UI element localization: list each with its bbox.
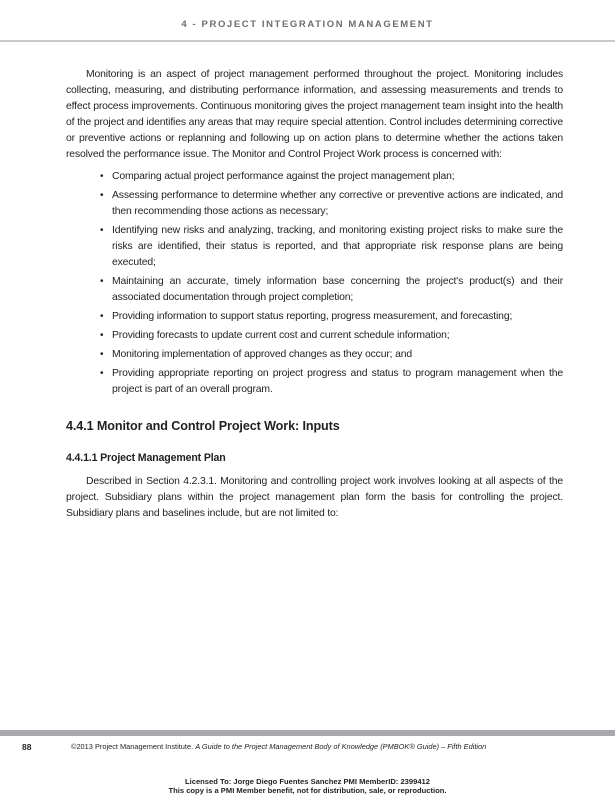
list-item-text: Maintaining an accurate, timely information base concerning the project's product(s) and their associated documentation through project completion;: [112, 276, 563, 303]
bullet-icon: •: [100, 276, 104, 287]
subsection-heading: 4.4.1.1 Project Management Plan: [66, 452, 226, 464]
running-header: [0, 0, 615, 44]
list-item-text: Comparing actual project performance against the project management plan;: [112, 171, 455, 182]
bullet-icon: •: [100, 190, 104, 201]
bullet-icon: •: [100, 368, 104, 379]
license-line: This copy is a PMI Member benefit, not for distribution, sale, or reproduction.: [168, 785, 447, 795]
page-number: 88: [22, 742, 32, 752]
license-line: Licensed To: Jorge Diego Fuentes Sanchez PMI MemberID: 2399412: [184, 777, 431, 786]
header-divider: [0, 40, 615, 42]
list-item: [100, 223, 563, 271]
section-heading: 4.4.1 Monitor and Control Project Work: Inputs: [66, 419, 340, 433]
license-notice: [0, 778, 615, 795]
list-item-text: Monitoring implementation of approved changes as they occur; and: [112, 349, 412, 360]
list-item-text: Identifying new risks and analyzing, tracking, and monitoring existing project risks to make sure the risks are identified, their status is reported, and that appropriate risk response plans are being executed;: [112, 225, 563, 268]
chapter-title: 4 - PROJECT INTEGRATION MANAGEMENT: [181, 19, 434, 30]
process-concerns-list: [66, 169, 563, 398]
list-item: [100, 274, 563, 306]
subsection-paragraph: Described in Section 4.2.3.1. Monitoring and controlling project work involves looking at all aspects of the project. Subsidiary plans within the project management plan form the basis for controlling the project. Subsidiary plans and baselines include, but are not limited to:: [66, 476, 563, 519]
page-body: [66, 67, 563, 522]
list-item: [100, 328, 563, 344]
intro-paragraph: Monitoring is an aspect of project management performed throughout the project. Monitoring includes collecting, measuring, and distributing performance information, and assessing measurements and trends to effect process improvements. Continuous monitoring gives the project management team insight into the health of the project and identifies any areas that may require special attention. Control includes determining corrective or preventive actions or replanning and following up on action plans to determine whether the actions taken resolved the performance issue. The Monitor and Control Project Work process is concerned with:: [66, 69, 563, 160]
book-title: A Guide to the Project Management Body of Knowledge (PMBOK® Guide) – Fifth Edition: [195, 742, 487, 751]
list-item: [100, 366, 563, 398]
list-item: [100, 188, 563, 220]
list-item: [100, 169, 563, 185]
copyright-prefix: ©2013 Project Management Institute.: [71, 742, 196, 751]
list-item-text: Providing appropriate reporting on project progress and status to program management when the project is part of an overall program.: [112, 368, 563, 395]
bullet-icon: •: [100, 171, 104, 182]
list-item: [100, 347, 563, 363]
bullet-icon: •: [100, 349, 104, 360]
bullet-icon: •: [100, 225, 104, 236]
list-item-text: Providing information to support status reporting, progress measurement, and forecasting;: [112, 311, 513, 322]
list-item: [100, 309, 563, 325]
bullet-icon: •: [100, 330, 104, 341]
list-item-text: Assessing performance to determine whether any corrective or preventive actions are indicated, and then recommending those actions as necessary;: [112, 190, 563, 217]
list-item-text: Providing forecasts to update current cost and current schedule information;: [112, 330, 450, 341]
copyright-notice: [71, 742, 486, 751]
footer-divider: [0, 730, 615, 736]
bullet-icon: •: [100, 311, 104, 322]
